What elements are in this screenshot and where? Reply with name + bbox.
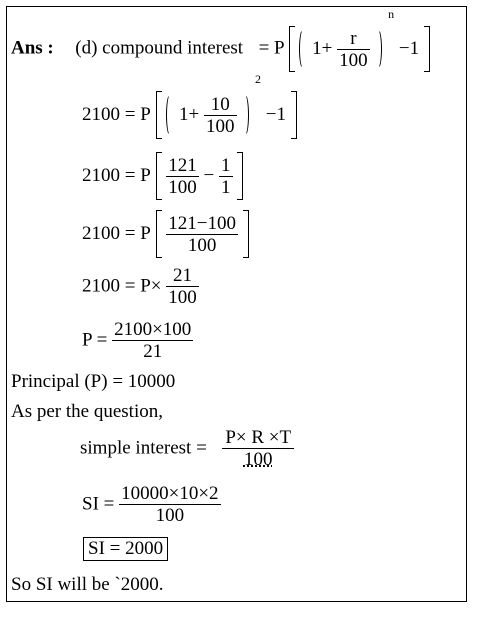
minus: − xyxy=(203,165,215,186)
fraction xyxy=(112,320,193,361)
denominator: 100 xyxy=(119,504,220,525)
lhs: 2100 = P xyxy=(82,104,151,125)
numerator: 1 xyxy=(221,154,231,176)
left-bracket xyxy=(156,210,162,258)
denominator: 100 xyxy=(166,234,238,255)
denominator: 100 xyxy=(168,176,197,198)
right-bracket xyxy=(424,26,430,72)
fraction-2 xyxy=(219,156,233,197)
lhs: SI = xyxy=(82,493,115,515)
exponent: 2 xyxy=(255,72,262,86)
numerator: P× R ×T xyxy=(225,427,292,448)
si-result-box: SI = 2000 xyxy=(83,537,168,561)
lhs: P = xyxy=(82,329,108,351)
numerator: 10000×10×2 xyxy=(121,483,219,504)
denominator: 100 xyxy=(168,287,197,308)
right-paren xyxy=(374,29,382,69)
numerator: 121−100 xyxy=(168,212,237,234)
equation-step-5 xyxy=(82,320,193,361)
right-bracket xyxy=(243,210,249,258)
left-paren xyxy=(299,29,307,69)
right-bracket xyxy=(291,91,297,139)
denominator: 21 xyxy=(112,340,193,361)
lhs: 2100 = P xyxy=(82,223,151,244)
formula-label: compound interest xyxy=(102,37,244,59)
numerator: 10 xyxy=(210,93,230,115)
left-bracket xyxy=(156,91,162,139)
si-label: simple interest = xyxy=(80,437,207,459)
lhs: 2100 = P xyxy=(82,165,151,186)
numerator: 121 xyxy=(168,154,197,176)
left-bracket xyxy=(156,152,162,200)
option-label: (d) xyxy=(75,37,98,59)
right-bracket xyxy=(237,152,243,200)
denominator: 100 xyxy=(222,448,294,469)
answer-header xyxy=(11,7,430,72)
denominator: 100 xyxy=(339,49,368,71)
fraction xyxy=(204,95,237,136)
one-plus: 1+ xyxy=(312,38,333,59)
fraction xyxy=(222,428,294,469)
numerator: r xyxy=(350,27,357,49)
numerator: 2100×100 xyxy=(114,319,192,340)
si-formula xyxy=(80,428,294,469)
equation-step-2 xyxy=(82,152,243,200)
left-bracket xyxy=(289,26,295,72)
denominator: 100 xyxy=(206,115,235,137)
conclusion-line: So SI will be `2000. xyxy=(11,574,164,595)
exponent: n xyxy=(388,7,395,21)
denominator: 1 xyxy=(221,176,231,198)
equation-step-4 xyxy=(82,266,199,307)
as-per-question-line: As per the question, xyxy=(11,401,163,422)
equation-step-1 xyxy=(82,72,297,139)
fraction-r-100 xyxy=(337,29,370,70)
equals-p: = P xyxy=(258,37,284,59)
left-paren xyxy=(166,94,174,136)
fraction xyxy=(166,266,199,307)
minus-one: −1 xyxy=(398,38,420,59)
si-result xyxy=(83,537,168,561)
fraction-1 xyxy=(166,156,199,197)
equation-step-3 xyxy=(82,210,249,258)
fraction xyxy=(119,484,220,525)
ans-label: Ans : xyxy=(11,37,54,59)
one-plus: 1+ xyxy=(179,104,200,125)
fraction xyxy=(166,214,238,255)
minus-one: −1 xyxy=(265,104,286,125)
principal-line: Principal (P) = 10000 xyxy=(11,371,176,392)
si-calculation xyxy=(82,484,221,525)
right-paren xyxy=(241,94,249,136)
numerator: 21 xyxy=(173,265,192,286)
lhs: 2100 = P× xyxy=(82,275,162,297)
